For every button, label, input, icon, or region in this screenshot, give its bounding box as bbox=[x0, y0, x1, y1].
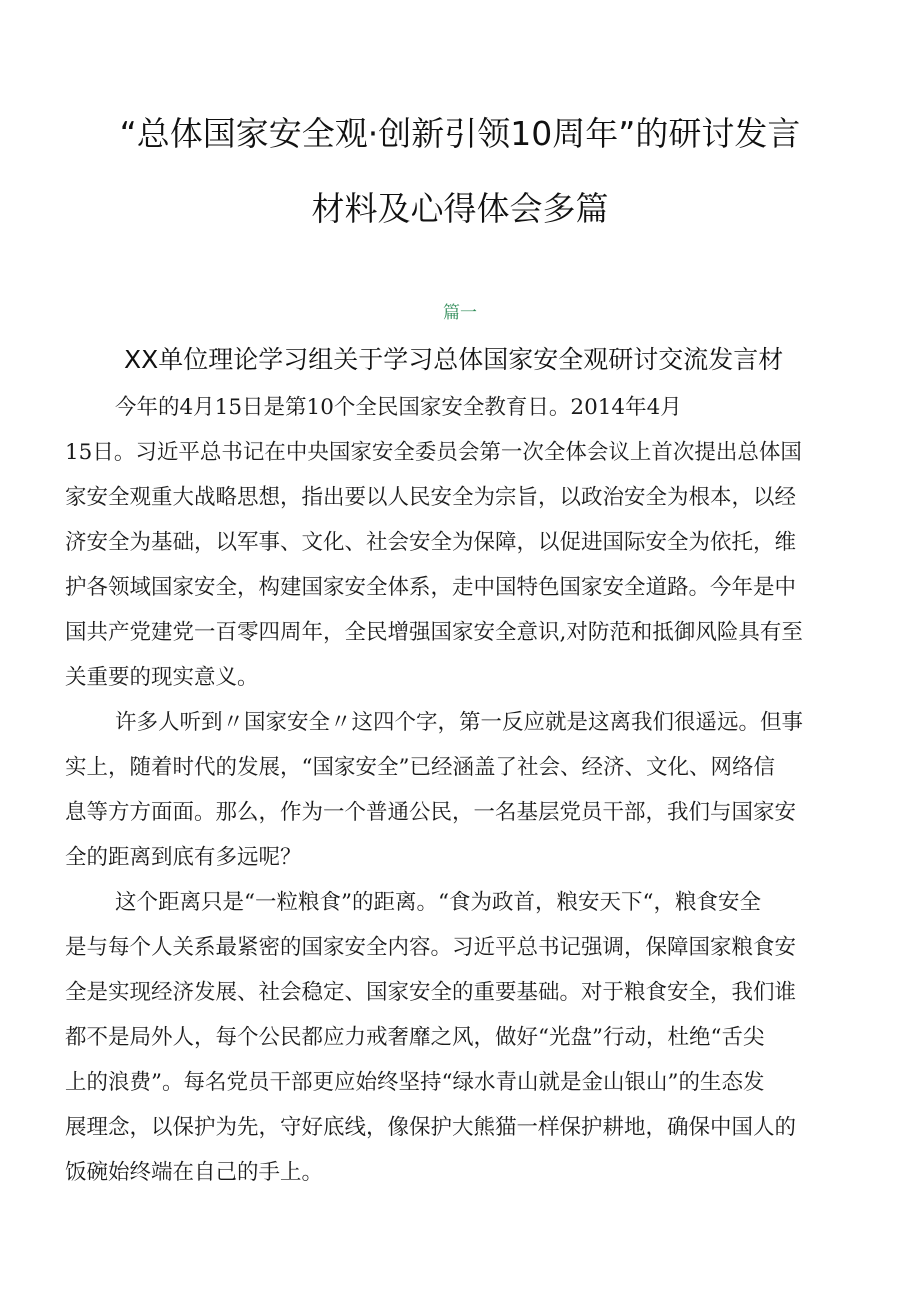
section-label: 篇一 bbox=[443, 303, 477, 323]
paragraph-2-line: 息等方方面面。那么，作为一个普通公民，一名基层党员干部，我们与国家安 bbox=[65, 800, 797, 825]
paragraph-1-line: 家安全观重大战略思想，指出要以人民安全为宗旨，以政治安全为根本，以经 bbox=[65, 485, 797, 510]
paragraph-3-line: 饭碗始终端在自己的手上。 bbox=[65, 1160, 324, 1185]
paragraph-2-line: 全的距离到底有多远呢？ bbox=[65, 845, 302, 870]
paragraph-3-line: 这个距离只是“一粒粮食”的距离。“食为政首，粮安天下“，粮食安全 bbox=[115, 890, 761, 915]
paragraph-1-line: 关重要的现实意义。 bbox=[65, 665, 259, 690]
paragraph-3-line: 是与每个人关系最紧密的国家安全内容。习近平总书记强调，保障国家粮食安 bbox=[65, 935, 797, 960]
sub-heading: XX单位理论学习组关于学习总体国家安全观研讨交流发言材 bbox=[124, 345, 784, 374]
paragraph-3-line: 上的浪费”。每名党员干部更应始终坚持“绿水青山就是金山银山”的生态发 bbox=[65, 1070, 765, 1095]
paragraph-3-line: 都不是局外人，每个公民都应力戒奢靡之风，做好“光盘”行动，杜绝“舌尖 bbox=[65, 1025, 765, 1050]
paragraph-1-line: 15日。习近平总书记在中央国家安全委员会第一次全体会议上首次提出总体国 bbox=[65, 440, 802, 465]
paragraph-1-line: 济安全为基础，以军事、文化、社会安全为保障，以促进国际安全为依托，维 bbox=[65, 530, 797, 555]
paragraph-1-line: 护各领域国家安全，构建国家安全体系，走中国特色国家安全道路。今年是中 bbox=[65, 575, 797, 600]
document-title-line-2: 材料及心得体会多篇 bbox=[311, 189, 609, 228]
document-title-line-1: “总体国家安全观·创新引领10周年”的研讨发言 bbox=[119, 114, 801, 153]
paragraph-1-line: 今年的4月15日是第10个全民国家安全教育日。2014年4月 bbox=[115, 395, 682, 420]
body-text bbox=[65, 385, 865, 1195]
paragraph-2-line: 实上，随着时代的发展，“国家安全”已经涵盖了社会、经济、文化、网络信 bbox=[65, 755, 775, 780]
paragraph-3-line: 展理念，以保护为先，守好底线，像保护大熊猫一样保护耕地，确保中国人的 bbox=[65, 1115, 797, 1140]
paragraph-1-line: 国共产党建党一百零四周年，全民增强国家安全意识,对防范和抵御风险具有至 bbox=[65, 620, 803, 645]
paragraph-3-line: 全是实现经济发展、社会稳定、国家安全的重要基础。对于粮食安全，我们谁 bbox=[65, 980, 797, 1005]
paragraph-2-line: 许多人听到〃国家安全〃这四个字，第一反应就是这离我们很遥远。但事 bbox=[115, 710, 804, 735]
